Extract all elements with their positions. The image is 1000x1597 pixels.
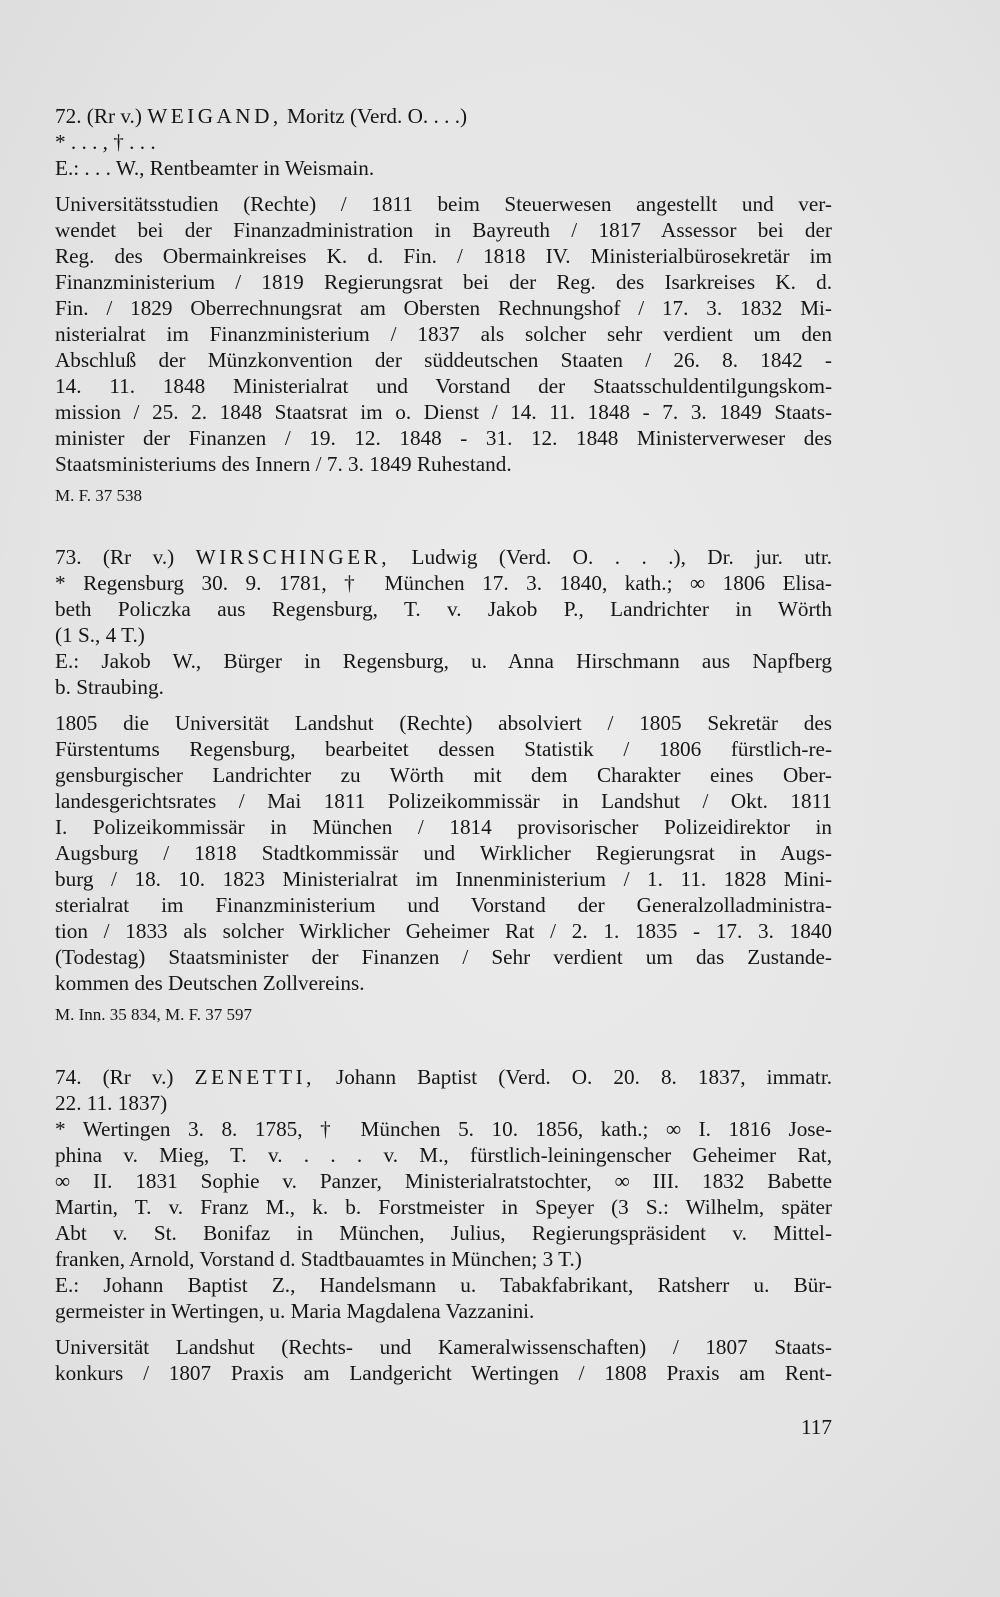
archive-reference: M. F. 37 538: [55, 486, 142, 505]
career-line: konkurs / 1807 Praxis am Landgericht Wertingen / 1808 Praxis am Rent-: [55, 1361, 832, 1385]
career-paragraph: [55, 1334, 832, 1386]
career-line: Reg. des Obermainkreises K. d. Fin. / 1818 IV. Ministerialbürosekretär im: [55, 244, 832, 268]
career-line: landesgerichtsrates / Mai 1811 Polizeikommissär in Landshut / Okt. 1811: [55, 789, 832, 813]
page-number: 117: [801, 1415, 832, 1439]
career-line: I. Polizeikommissär in München / 1814 provisorischer Polizeidirektor in: [55, 815, 832, 839]
parents-line: E.: Jakob W., Bürger in Regensburg, u. Anna Hirschmann aus Napfberg: [55, 649, 832, 673]
birth-line: * Wertingen 3. 8. 1785, † München 5. 10. 1856, kath.; ∞ I. 1816 Jose-: [55, 1117, 832, 1141]
entry-heading: [55, 103, 832, 129]
entry-74: [55, 1064, 832, 1386]
entry-heading-rest: Ludwig (Verd. O. . . .), Dr. jur. utr.: [411, 545, 833, 569]
entry-heading-rest: Johann Baptist (Verd. O. 20. 8. 1837, immatr.: [336, 1065, 832, 1089]
birth-line: (1 S., 4 T.): [55, 623, 145, 647]
career-line: 14. 11. 1848 Ministerialrat und Vorstand der Staatsschuldentilgungskom-: [55, 374, 832, 398]
birth-line: * Regensburg 30. 9. 1781, † München 17. 3. 1840, kath.; ∞ 1806 Elisa-: [55, 571, 832, 595]
career-line: burg / 18. 10. 1823 Ministerialrat im Innenministerium / 1. 11. 1828 Mini-: [55, 867, 832, 891]
birth-line: Martin, T. v. Franz M., k. b. Forstmeister in Speyer (3 S.: Wilhelm, später: [55, 1195, 832, 1219]
career-line: wendet bei der Finanzadministration in Bayreuth / 1817 Assessor bei der: [55, 218, 832, 242]
entry-heading: [55, 544, 832, 570]
entry-73: [55, 544, 832, 1026]
career-line: (Todestag) Staatsminister der Finanzen / Sehr verdient um das Zustande-: [55, 945, 832, 969]
career-paragraph: [55, 710, 832, 996]
birth-line: ∞ II. 1831 Sophie v. Panzer, Ministerialratstochter, ∞ III. 1832 Babette: [55, 1169, 832, 1193]
entry-heading: [55, 1064, 832, 1090]
entry-surname: WIRSCHINGER,: [195, 545, 391, 569]
birth-line: beth Policzka aus Regensburg, T. v. Jakob P., Landrichter in Wörth: [55, 597, 832, 621]
birth-line: phina v. Mieg, T. v. . . . v. M., fürstlich-leiningenscher Geheimer Rat,: [55, 1143, 832, 1167]
career-line: gensburgischer Landrichter zu Wörth mit dem Charakter eines Ober-: [55, 763, 832, 787]
career-line: Universitätsstudien (Rechte) / 1811 beim Steuerwesen angestellt und ver-: [55, 192, 832, 216]
entry-heading-rest: Moritz (Verd. O. . . .): [287, 104, 468, 128]
career-line: mission / 25. 2. 1848 Staatsrat im o. Dienst / 14. 11. 1848 - 7. 3. 1849 Staats-: [55, 400, 832, 424]
entry-surname: WEIGAND,: [147, 104, 282, 128]
entry-heading-continuation: 22. 11. 1837): [55, 1091, 168, 1115]
parents-line: E.: . . . W., Rentbeamter in Weismain.: [55, 156, 375, 180]
parents-line: germeister in Wertingen, u. Maria Magdalena Vazzanini.: [55, 1299, 535, 1323]
parents-line: E.: Johann Baptist Z., Handelsmann u. Tabakfabrikant, Ratsherr u. Bür-: [55, 1273, 832, 1297]
career-paragraph: [55, 191, 832, 477]
birth-line: franken, Arnold, Vorstand d. Stadtbauamtes in München; 3 T.): [55, 1247, 582, 1271]
career-line: Universität Landshut (Rechts- und Kameralwissenschaften) / 1807 Staats-: [55, 1335, 832, 1359]
birth-line: Abt v. St. Bonifaz in München, Julius, Regierungspräsident v. Mittel-: [55, 1221, 832, 1245]
career-line: Staatsministeriums des Innern / 7. 3. 1849 Ruhestand.: [55, 452, 512, 476]
career-line: Abschluß der Münzkonvention der süddeutschen Staaten / 26. 8. 1842 -: [55, 348, 832, 372]
entry-surname: ZENETTI,: [194, 1065, 315, 1089]
career-line: Fin. / 1829 Oberrechnungsrat am Obersten Rechnungshof / 17. 3. 1832 Mi-: [55, 296, 832, 320]
career-line: kommen des Deutschen Zollvereins.: [55, 971, 365, 995]
career-line: tion / 1833 als solcher Wirklicher Geheimer Rat / 2. 1. 1835 - 17. 3. 1840: [55, 919, 832, 943]
birth-line: * . . . , † . . .: [55, 130, 156, 154]
parents-line: b. Straubing.: [55, 675, 164, 699]
career-line: minister der Finanzen / 19. 12. 1848 - 31. 12. 1848 Ministerverweser des: [55, 426, 832, 450]
career-line: Augsburg / 1818 Stadtkommissär und Wirklicher Regierungsrat in Augs-: [55, 841, 832, 865]
entry-72: [55, 103, 832, 507]
career-line: Finanzministerium / 1819 Regierungsrat bei der Reg. des Isarkreises K. d.: [55, 270, 832, 294]
career-line: 1805 die Universität Landshut (Rechte) absolviert / 1805 Sekretär des: [55, 711, 832, 735]
entry-number: 74. (Rr v.): [55, 1065, 174, 1089]
career-line: nisterialrat im Finanzministerium / 1837 als solcher sehr verdient um den: [55, 322, 832, 346]
entry-number: 73. (Rr v.): [55, 545, 175, 569]
archive-reference: M. Inn. 35 834, M. F. 37 597: [55, 1005, 252, 1024]
career-line: Fürstentums Regensburg, bearbeitet dessen Statistik / 1806 fürstlich-re-: [55, 737, 832, 761]
career-line: sterialrat im Finanzministerium und Vorstand der Generalzolladministra-: [55, 893, 832, 917]
entry-number: 72. (Rr v.): [55, 104, 142, 128]
